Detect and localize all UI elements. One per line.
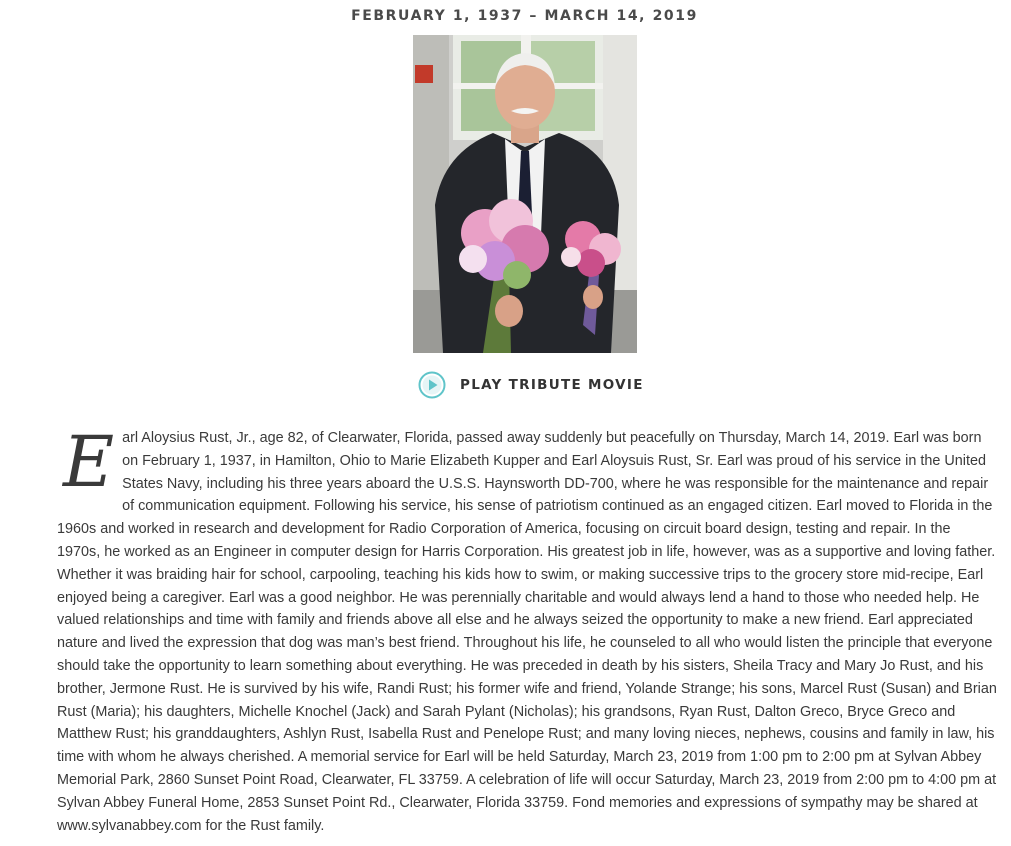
play-tribute-movie-label[interactable]: PLAY TRIBUTE MOVIE (460, 377, 644, 393)
portrait-photo (413, 35, 637, 353)
life-dates: FEBRUARY 1, 1937 – MARCH 14, 2019 (351, 8, 698, 24)
play-tribute-movie-button[interactable] (418, 371, 644, 399)
obituary-text (57, 421, 997, 837)
drop-cap: E (63, 421, 115, 503)
obituary-body: arl Aloysius Rust, Jr., age 82, of Clearwater, Florida, passed away suddenly but peacefully on Thursday, March 14, 2019. Earl was born on February 1, 1937, in Hamilton, Ohio to Marie Elizabeth Kupper and Earl Aloysuis Rust, Sr. Earl was proud of his service in the United States Navy, including his three years aboard the U.S.S. Haynsworth DD-700, where he was responsible for the maintenance and repair of communication equipment. Following his service, his sense of patriotism continued as an engaged citizen. Earl moved to Florida in the 1960s and worked in research and development for Radio Corporation of America, focusing on circuit board design, testing and repair. In the 1970s, he worked as an Engineer in computer design for Harris Corporation. His greatest job in life, however, was as a supportive and loving father. Whether it was braiding hair for school, carpooling, teaching his kids how to swim, or making successive trips to the grocery store mid-recipe, Earl enjoyed being a caregiver. Earl was a good neighbor. He was perennially charitable and would always lend a hand to those who needed help. He valued relationships and time with family and friends above all else and he always seized the opportunity to make a new friend. Earl appreciated nature and lived the expression that dog was man’s best friend. Throughout his life, he counseled to all who would listen the principle that everyone should take the opportunity to learn something about everything. He was preceded in death by his sisters, Sheila Tracy and Mary Jo Rust, and his brother, Jermone Rust. He is survived by his wife, Randi Rust; his former wife and friend, Yolande Strange; his sons, Marcel Rust (Susan) and Brian Rust (Maria); his daughters, Michelle Knochel (Jack) and Sarah Pylant (Nicholas); his grandsons, Ryan Rust, Dalton Greco, Bryce Greco and Matthew Rust; his granddaughters, Ashlyn Rust, Isabella Rust and Penelope Rust; and many loving nieces, nephews, cousins and family in law, his time with whom he always cherished. A memorial service for Earl will be held Saturday, March 23, 2019 from 1:00 pm to 2:00 pm at Sylvan Abbey Memorial Park, 2860 Sunset Point Road, Clearwater, FL 33759. A celebration of life will occur Saturday, March 23, 2019 from 2:00 pm to 4:00 pm at Sylvan Abbey Funeral Home, 2853 Sunset Point Rd., Clearwater, Florida 33759. Fond memories and expressions of sympathy may be shared at www.sylvanabbey.com for the Rust family. (57, 430, 997, 834)
play-icon[interactable] (418, 371, 446, 399)
